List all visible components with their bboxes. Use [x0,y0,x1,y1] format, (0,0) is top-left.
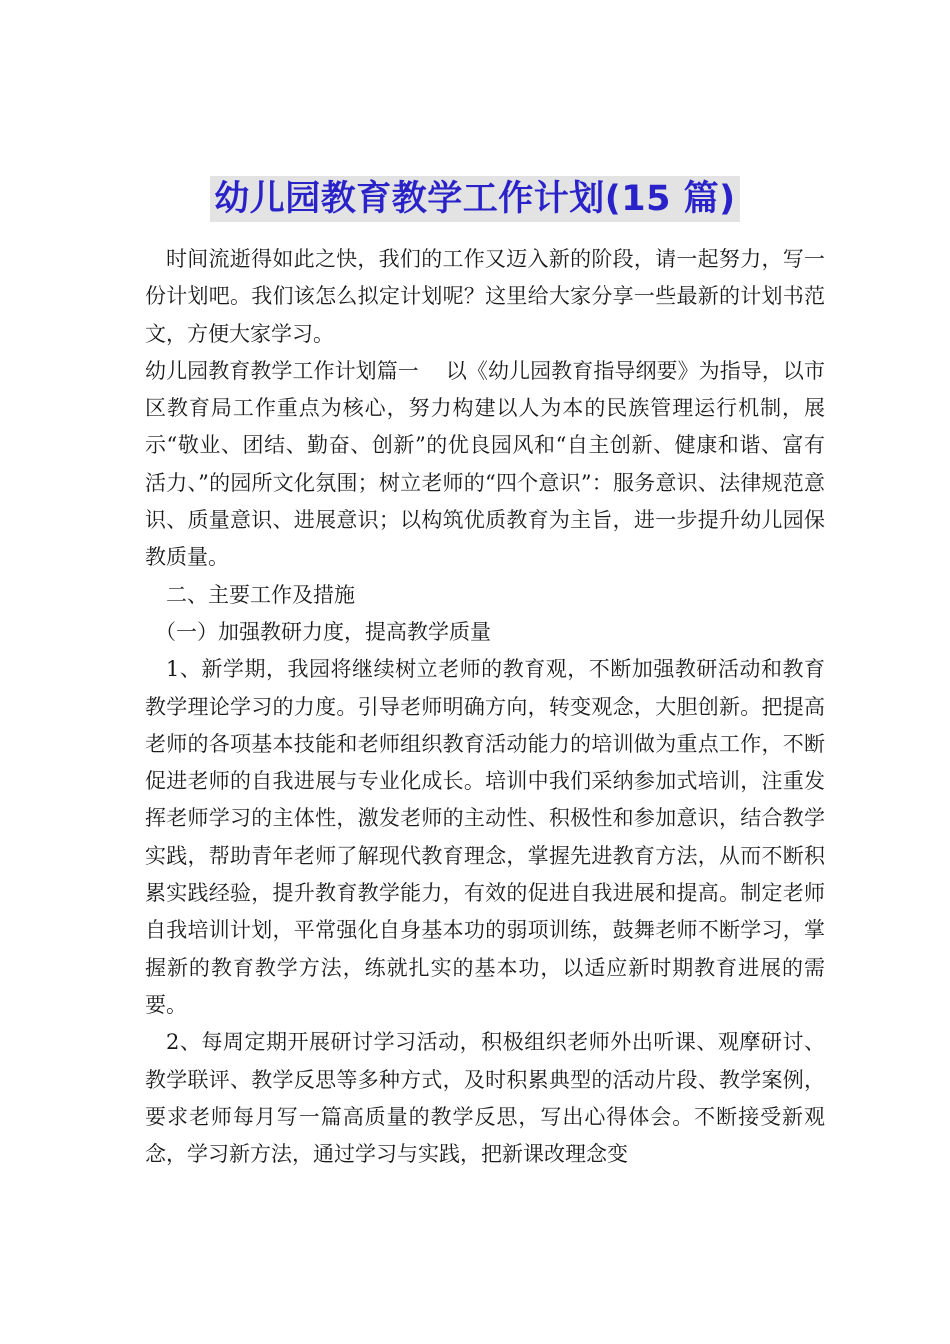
paragraph-intro: 时间流逝得如此之快，我们的工作又迈入新的阶段，请一起努力，写一份计划吧。我们该怎么拟定计划呢？这里给大家分享一些最新的计划书范文，方便大家学习。 [145,247,825,346]
paragraph-heading-teaching-research: （一）加强教研力度，提高教学质量 [155,619,491,644]
paragraph-item-2: 2、每周定期开展研讨学习活动，积极组织老师外出听课、观摩研讨、教学联评、教学反思等多种方式，及时积累典型的活动片段、教学案例，要求老师每月写一篇高质量的教学反思，写出心得体会。不断接受新观念，学习新方法，通过学习与实践，把新课改理念变 [145,1030,825,1167]
document-body [145,241,825,1173]
document-title: 幼儿园教育教学工作计划(15 篇) [210,176,739,222]
paragraph-item-1: 1、新学期，我园将继续树立老师的教育观，不断加强教研活动和教育教学理论学习的力度。引导老师明确方向，转变观念，大胆创新。把提高老师的各项基本技能和老师组织教育活动能力的培训做为重点工作，不断促进老师的自我进展与专业化成长。培训中我们采纳参加式培训，注重发挥老师学习的主体性，激发老师的主动性、积极性和参加意识，结合教学实践，帮助青年老师了解现代教育理念，掌握先进教育方法，从而不断积累实践经验，提升教育教学能力，有效的促进自我进展和提高。制定老师自我培训计划，平常强化自身基本功的弱项训练，鼓舞老师不断学习，掌握新的教育教学方法，练就扎实的基本功，以适应新时期教育进展的需要。 [145,657,825,1017]
paragraph-section-one: 幼儿园教育教学工作计划篇一 以《幼儿园教育指导纲要》为指导，以市区教育局工作重点为核心，努力构建以人为本的民族管理运行机制，展示“敬业、团结、勤奋、创新”的优良园风和“自主创新、健康和谐、富有活力、”的园所文化氛围；树立老师的“四个意识”：服务意识、法律规范意识、质量意识、进展意识；以构筑优质教育为主旨，进一步提升幼儿园保教质量。 [145,358,825,570]
paragraph-heading-main-work: 二、主要工作及措施 [166,582,355,607]
title-container [0,176,950,222]
